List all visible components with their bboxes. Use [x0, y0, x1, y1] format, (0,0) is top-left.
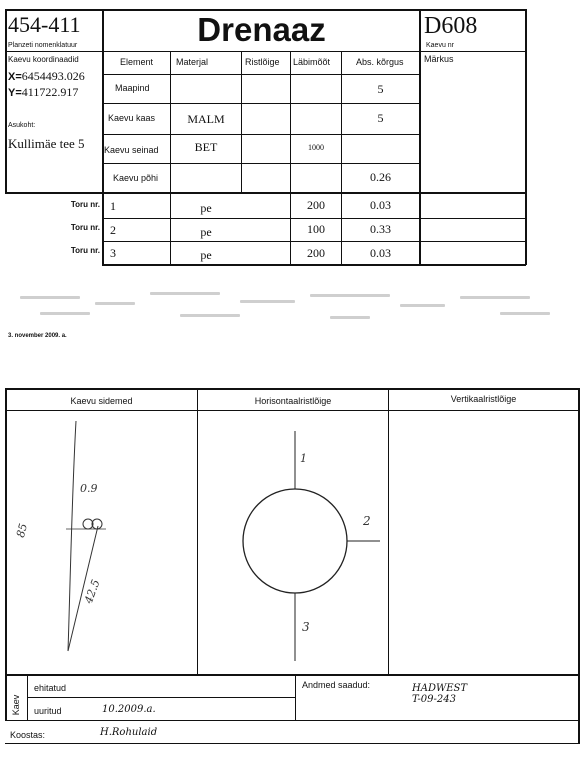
- compiled-label: Koostas:: [10, 730, 46, 740]
- data-source-label: Andmed saadud:: [302, 680, 371, 690]
- row-cover-material: MALM: [187, 112, 225, 126]
- pipe-3-label: Toru nr.: [70, 246, 100, 255]
- pipe-3-number: 3: [110, 246, 116, 260]
- surveyed-label: uuritud: [34, 706, 62, 716]
- pipe-label-2: 2: [363, 514, 371, 528]
- x-label: X=: [8, 71, 22, 83]
- col-title-connections: Kaevu sidemed: [70, 396, 133, 406]
- page-title: Drenaaz: [197, 11, 326, 48]
- col-header-abs-height: Abs. kõrgus: [356, 57, 404, 67]
- pipe-2-label: Toru nr.: [70, 223, 100, 232]
- pipe-label-1: 1: [300, 452, 307, 465]
- nomenclature-value: 454-411: [8, 12, 81, 37]
- kaev-label: Kaev: [11, 694, 21, 716]
- compiled-value: H.Rohulaid: [100, 727, 158, 738]
- pipe-3-diameter: 200: [307, 246, 325, 260]
- x-coordinate: [8, 69, 85, 84]
- row-element-walls: Kaevu seinad: [104, 145, 159, 155]
- row-cover-abs-height: 5: [377, 111, 384, 125]
- pipe-3-abs-height: 0.03: [370, 246, 391, 260]
- sketch-label-c: 42.5: [81, 577, 103, 606]
- row-element-cover: Kaevu kaas: [108, 113, 156, 123]
- row-element-bottom: Kaevu põhi: [113, 173, 159, 183]
- pipe-1-material: pe: [200, 201, 212, 215]
- pipe-1-number: 1: [110, 199, 116, 213]
- well-number: D608: [424, 13, 478, 39]
- pipe-1-label: Toru nr.: [70, 200, 100, 209]
- sketch-label-b: 85: [13, 522, 31, 539]
- row-ground-abs-height: 5: [377, 82, 384, 96]
- location-value: Kullimäe tee 5: [8, 136, 85, 151]
- coords-label: Kaevu koordinaadid: [8, 55, 79, 64]
- date-note: 3. november 2009. a.: [8, 333, 67, 339]
- sketch-label-a: 0.9: [80, 482, 98, 495]
- pipe-2-abs-height: 0.33: [370, 222, 391, 236]
- col-title-vertical: Vertikaalristlõige: [450, 394, 517, 404]
- x-value: 6454493.026: [21, 69, 85, 83]
- location-label: Asukoht:: [8, 122, 36, 129]
- pipe-3-material: pe: [200, 248, 212, 262]
- row-element-ground: Maapind: [115, 83, 150, 93]
- col-header-material: Materjal: [176, 57, 209, 67]
- pipe-label-3: 3: [302, 620, 310, 634]
- horizontal-cross-section: [198, 411, 388, 674]
- col-header-cross-section: Ristlõige: [245, 57, 280, 67]
- data-source-value-1: HADWEST: [412, 683, 468, 694]
- y-coordinate: [8, 85, 78, 100]
- row-bottom-abs-height: 0.26: [370, 170, 391, 184]
- row-walls-material: BET: [194, 140, 218, 154]
- connections-sketch: [6, 411, 197, 674]
- built-label: ehitatud: [34, 683, 67, 693]
- y-label: Y=: [8, 87, 22, 99]
- nomenclature-label: Planzeti nomenklatuur: [8, 42, 78, 49]
- col-header-element: Element: [119, 57, 154, 67]
- pipe-1-abs-height: 0.03: [370, 198, 391, 212]
- col-header-diameter: Läbimõõt: [293, 57, 331, 67]
- y-value: 411722.917: [21, 85, 79, 99]
- row-walls-diameter: 1000: [308, 143, 324, 152]
- pipe-2-diameter: 100: [307, 222, 325, 236]
- pipe-2-material: pe: [200, 225, 212, 239]
- pipe-1-diameter: 200: [307, 198, 325, 212]
- well-number-label: Kaevu nr: [426, 42, 455, 49]
- data-source-value-2: T-09-243: [412, 694, 456, 705]
- col-header-remarks: Märkus: [424, 54, 454, 64]
- pipe-2-number: 2: [110, 223, 116, 237]
- surveyed-value: 10.2009.a.: [102, 704, 156, 715]
- col-title-horizontal: Horisontaalristlõige: [254, 396, 332, 406]
